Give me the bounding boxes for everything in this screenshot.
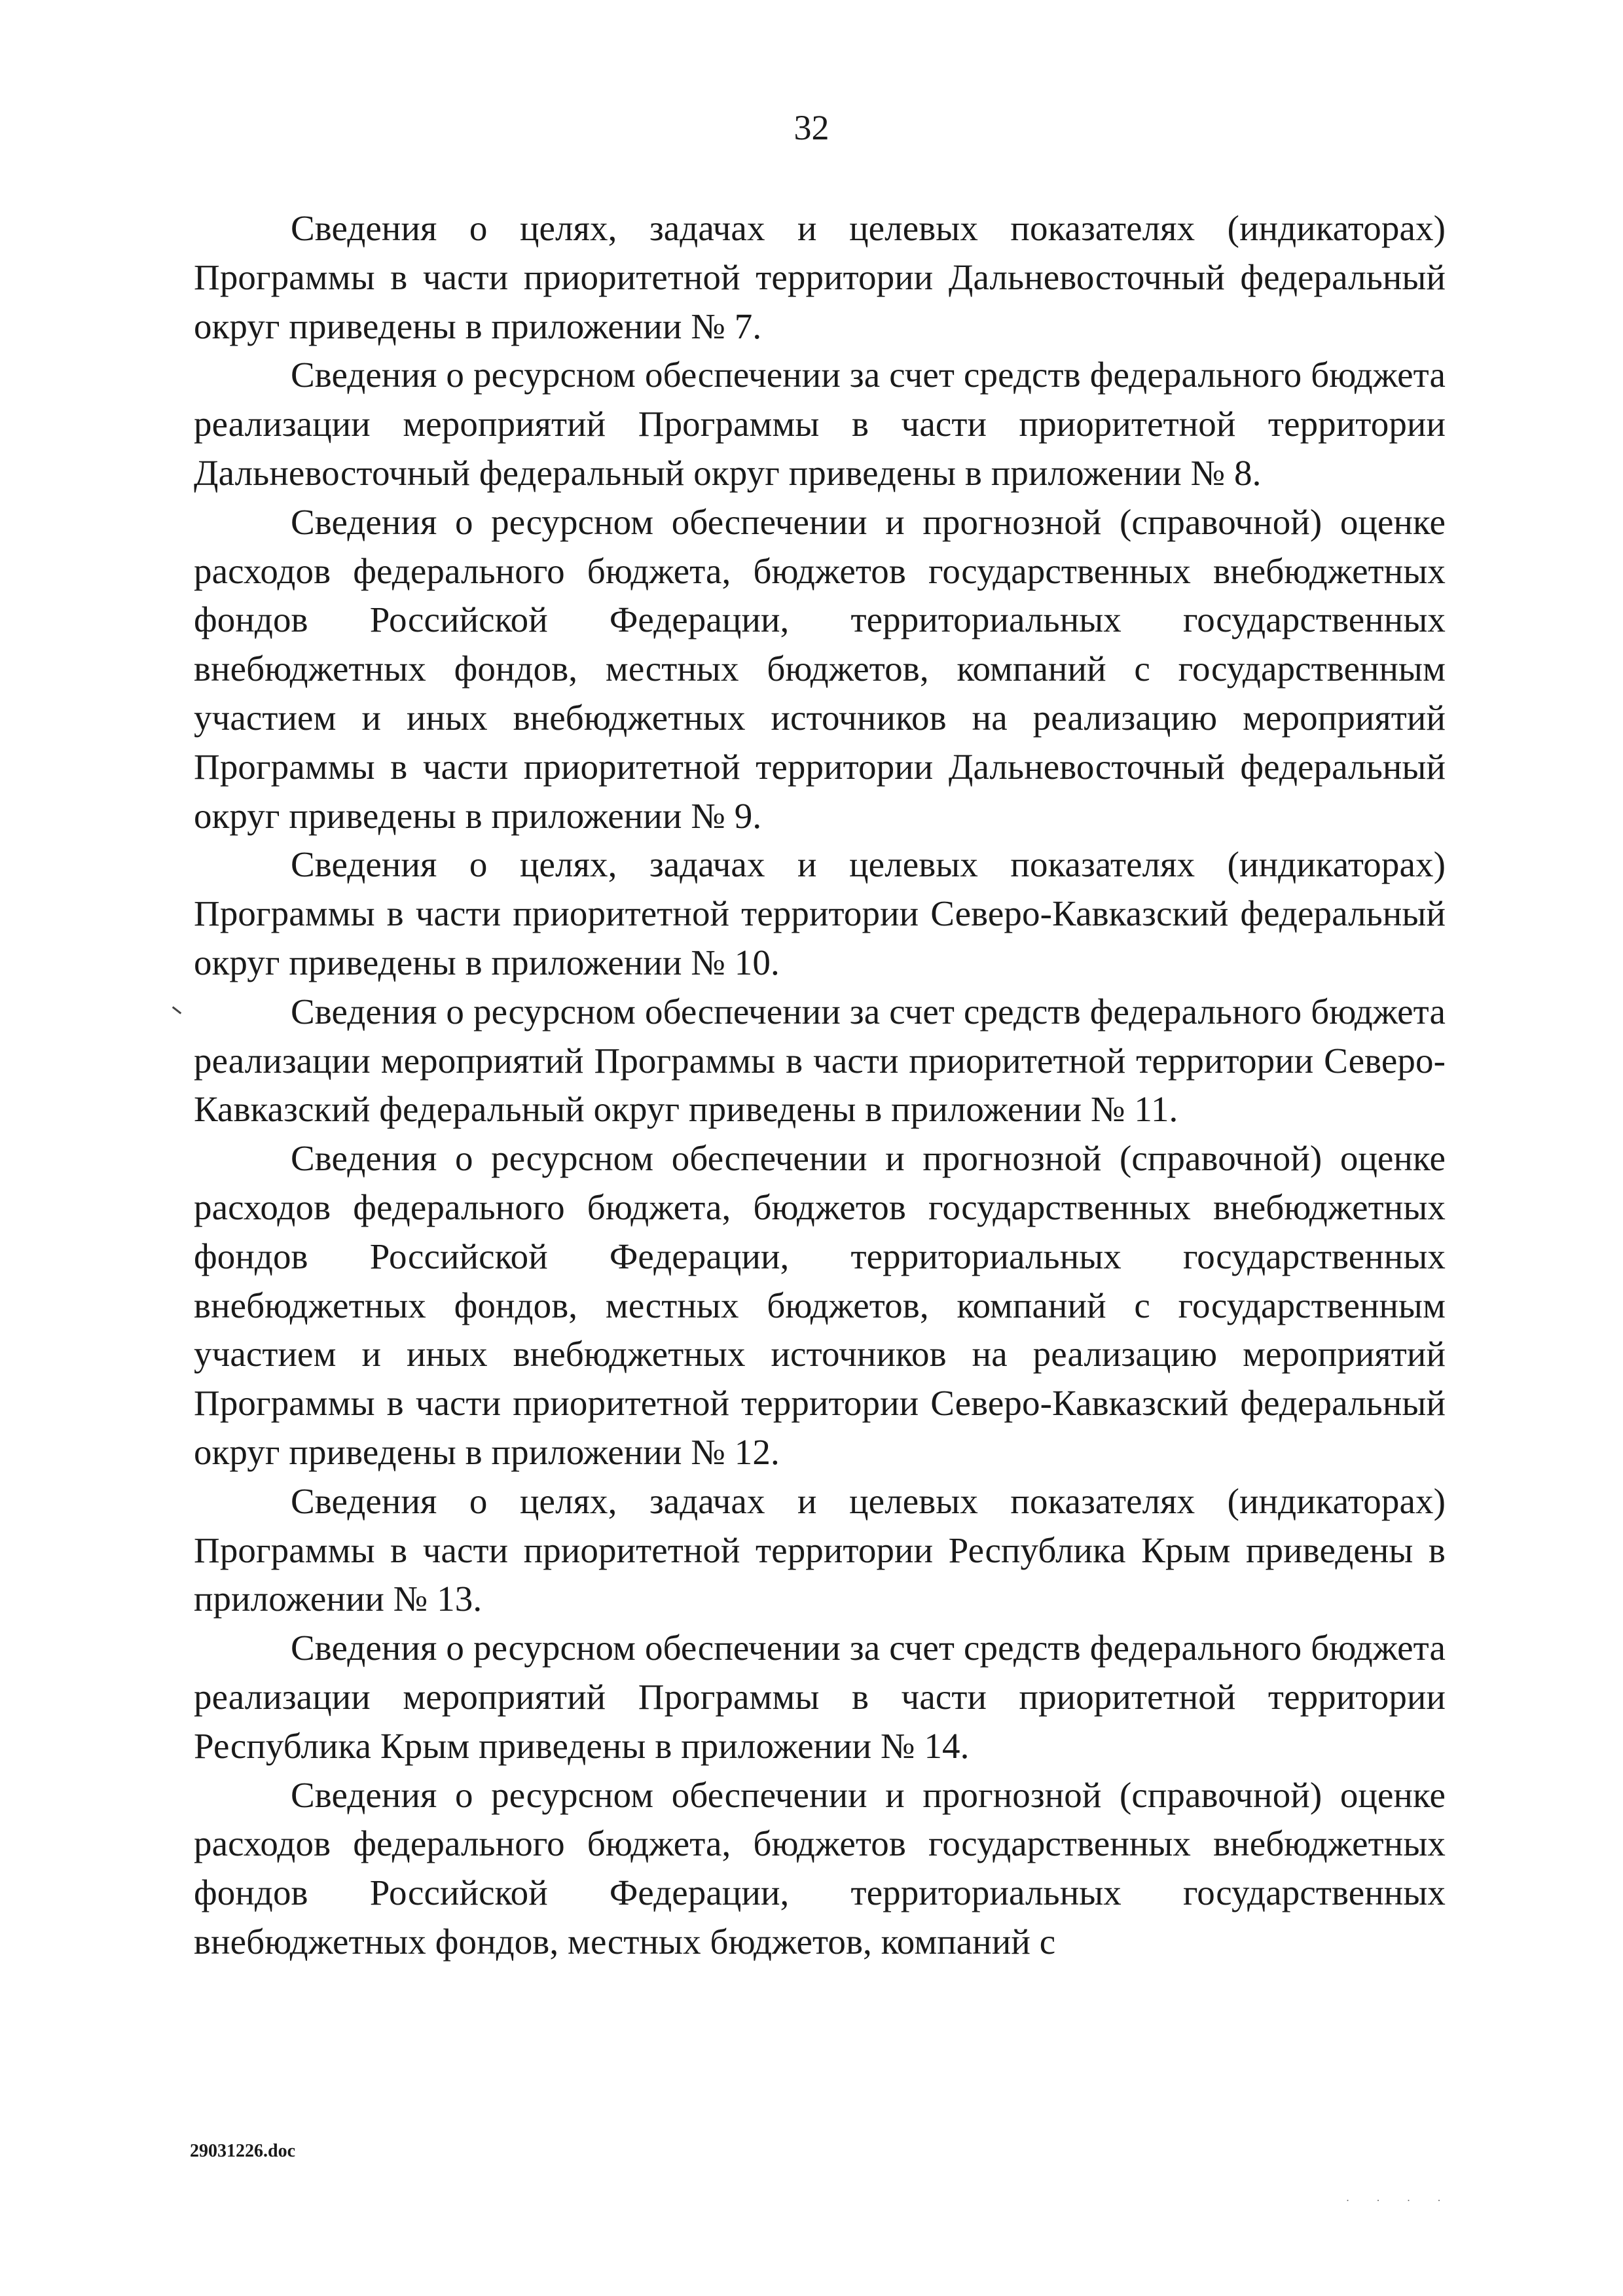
paragraph: Сведения о ресурсном обеспечении и прогнозной (справочной) оценке расходов федерального бюджета, бюджетов государственных внебюджетных фондов Российской Федерации, территориальных государственных внебюджетных фондов, местных бюджетов, компаний с государственным участием и иных внебюджетных источников на реализацию мероприятий Программы в части приоритетной территории Дальневосточный федеральный округ приведены в приложении № 9.	[194, 501, 1446, 836]
paragraph: Сведения о ресурсном обеспечении и прогнозной (справочной) оценке расходов федерального бюджета, бюджетов государственных внебюджетных фондов Российской Федерации, территориальных государственных внебюджетных фондов, местных бюджетов, компаний с государственным участием и иных внебюджетных источников на реализацию мероприятий Программы в части приоритетной территории Северо-Кавказский федеральный округ приведены в приложении № 12.	[194, 1138, 1446, 1472]
paragraph: Сведения о ресурсном обеспечении и прогнозной (справочной) оценке расходов федерального бюджета, бюджетов государственных внебюджетных фондов Российской Федерации, территориальных государственных внебюджетных фондов, местных бюджетов, компаний с	[194, 1774, 1446, 1962]
document-body	[194, 204, 1446, 1967]
paragraph: Сведения о ресурсном обеспечении за счет средств федерального бюджета реализации мероприятий Программы в части приоритетной территории Дальневосточный федеральный округ приведены в приложении № 8.	[194, 355, 1446, 493]
paragraph: Сведения о целях, задачах и целевых показателях (индикаторах) Программы в части приоритетной территории Республика Крым приведены в приложении № 13.	[194, 1480, 1446, 1619]
paragraph: Сведения о ресурсном обеспечении за счет средств федерального бюджета реализации мероприятий Программы в части приоритетной территории Северо-Кавказский федеральный округ приведены в приложении № 11.	[194, 991, 1446, 1130]
paragraph: Сведения о целях, задачах и целевых показателях (индикаторах) Программы в части приоритетной территории Дальневосточный федеральный округ приведены в приложении № 7.	[194, 208, 1446, 346]
page-number: 32	[793, 108, 830, 147]
footer-file-code: 29031226.doc	[190, 2141, 295, 2161]
scan-artifact-mark	[172, 1006, 181, 1014]
paragraph: Сведения о целях, задачах и целевых показателях (индикаторах) Программы в части приоритетной территории Северо-Кавказский федеральный округ приведены в приложении № 10.	[194, 844, 1446, 982]
scan-artifact-dots: · · · ·	[1345, 2194, 1453, 2207]
paragraph: Сведения о ресурсном обеспечении за счет средств федерального бюджета реализации мероприятий Программы в части приоритетной территории Республика Крым приведены в приложении № 14.	[194, 1628, 1446, 1766]
